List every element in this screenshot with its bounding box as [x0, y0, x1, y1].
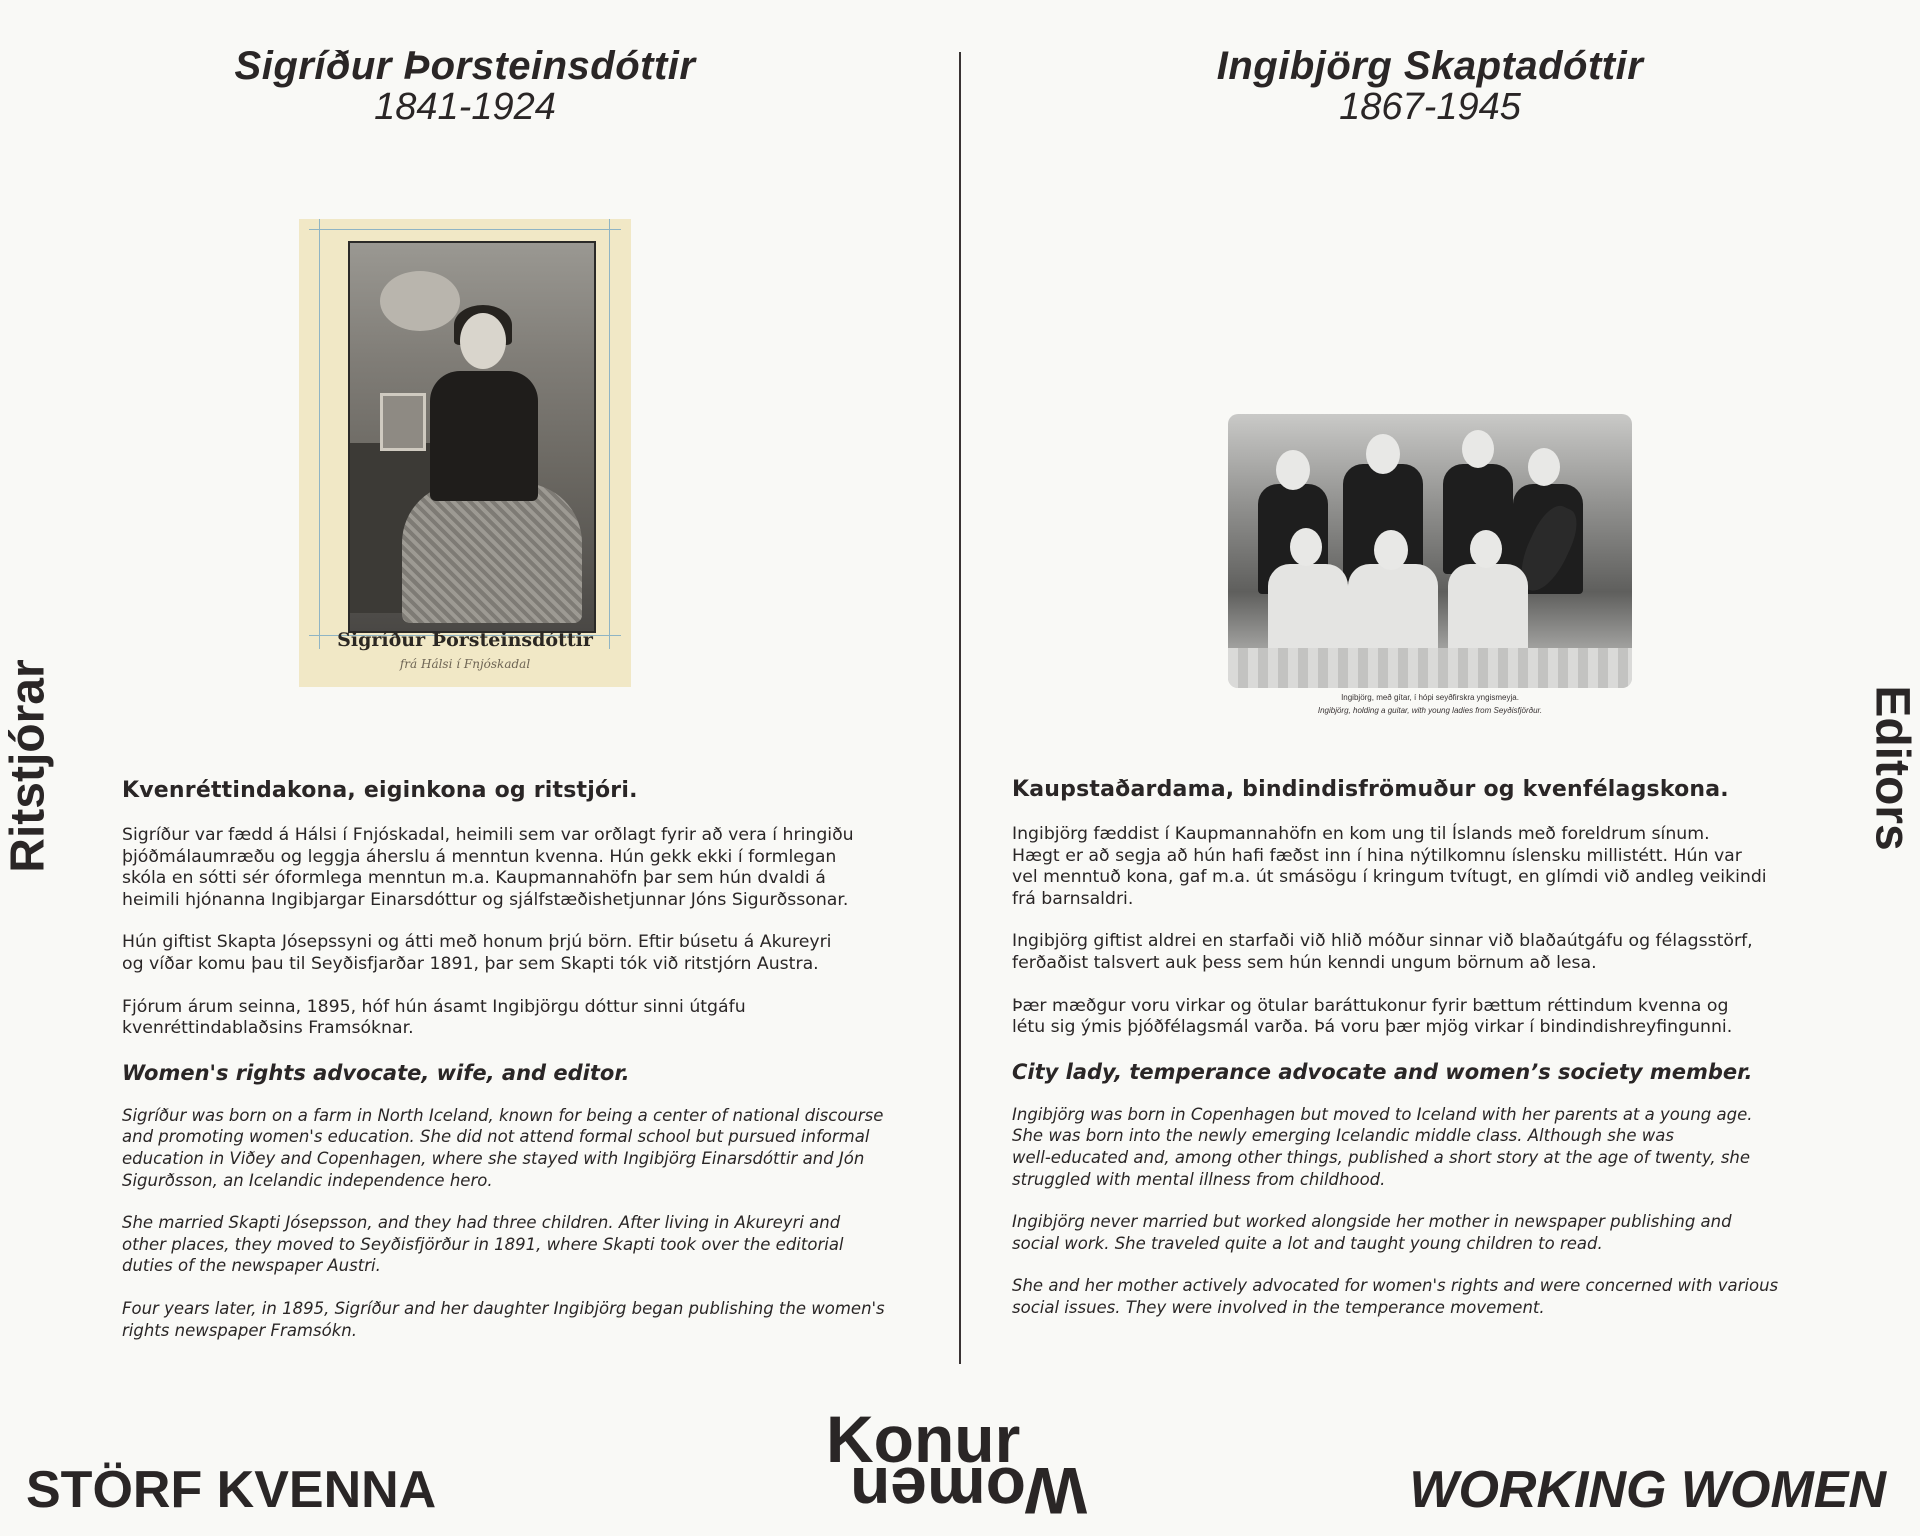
portrait-subcaption: frá Hálsi í Fnjóskadal — [399, 657, 531, 671]
paragraph-icelandic: Þær mæðgur voru virkar og ötular baráttukonur fyrir bættum réttindum kvenna og létu sig ýmis þjóðfélagsmál varða. Þá voru þær mjög virkar í bindindishreyfingunni. — [1012, 995, 1733, 1038]
heading-icelandic: Kaupstaðardama, bindindisfrömuður og kvenfélagskona. — [1012, 777, 1729, 802]
side-label-right-text: Editors — [1865, 685, 1919, 851]
paragraph-english: Four years later, in 1895, Sigríður and her daughter Ingibjörg began publishing the women's rights newspaper Framsókn. — [122, 1298, 885, 1340]
left-text-block — [122, 778, 912, 1362]
heading-english: City lady, temperance advocate and women’s society member. — [1012, 1059, 1753, 1084]
footer-title-icelandic: STÖRF KVENNA — [26, 1461, 437, 1519]
paragraph-icelandic: Sigríður var fædd á Hálsi í Fnjóskadal, heimili sem var orðlagt fyrir að vera í hringiðu þjóðmálaumræðu og leggja áherslu á menntun kvenna. Hún gekk ekki í formlegan skóla en sótti sér óformlega menntun m.a. Kaupmannahöfn þar sem hún dvaldi á heimili hjónanna Ingibjargar Einarsdóttur og sjálfstæðishetjunnar Jóns Sigurðssonar. — [122, 825, 854, 910]
heading-english: Women's rights advocate, wife, and editor. — [122, 1060, 630, 1085]
right-text-block — [1012, 777, 1852, 1340]
portrait-signature: Sigríður Þorsteinsdóttir — [337, 629, 593, 651]
portrait-photo — [299, 219, 631, 687]
paragraph-english: Ingibjörg was born in Copenhagen but moved to Iceland with her parents at a young age. She was born into the newly emerging Icelandic middle class. Although she was well-educated and, among other things, published a short story at the age of twenty, she struggled with mental illness from childhood. — [1012, 1104, 1753, 1189]
group-photo — [1228, 414, 1632, 688]
person-years: 1867-1945 — [1339, 86, 1521, 128]
paragraph-english: She and her mother actively advocated for women's rights and were concerned with various social issues. They were involved in the temperance movement. — [1012, 1276, 1779, 1317]
paragraph-icelandic: Ingibjörg giftist aldrei en starfaði við hlið móður sinnar við blaðaútgáfu og félagsstörf, ferðaðist talsvert auk þess sem hún kenndi ungum börnum að lesa. — [1012, 931, 1753, 973]
side-label-right — [1864, 676, 1920, 860]
paragraph-english: Sigríður was born on a farm in North Iceland, known for being a center of national discourse and promoting women's education. She did not attend formal school but pursued informal education in Viðey and Copenhagen, where she stayed with Ingibjörg Einarsdóttir and Jón Sigurðsson, an Icelandic independence hero. — [122, 1105, 884, 1190]
person-name: Sigríður Þorsteinsdóttir — [234, 44, 696, 88]
side-label-left-text: Ritstjórar — [1, 659, 55, 873]
paragraph-english: She married Skapti Jósepsson, and they had three children. After living in Akureyri and other places, they moved to Seyðisfjörður in 1891, where Skapti took over the editorial duties of the newspaper Austri. — [122, 1213, 844, 1276]
paragraph-icelandic: Hún giftist Skapta Jósepssyni og átti með honum þrjú börn. Eftir búsetu á Akureyri og víðar komu þau til Seyðisfjarðar 1891, þar sem Skapti tók við ritstjórn Austra. — [122, 932, 832, 974]
heading-icelandic: Kvenréttindakona, eiginkona og ritstjóri. — [122, 778, 638, 803]
person-name: Ingibjörg Skaptadóttir — [1216, 44, 1644, 88]
photo-caption-english: Ingibjörg, holding a guitar, with young ladies from Seyðisfjörður. — [1317, 706, 1543, 715]
footer-title-english: WORKING WOMEN — [1409, 1461, 1886, 1519]
paragraph-english: Ingibjörg never married but worked alongside her mother in newspaper publishing and social work. She traveled quite a lot and taught young children to read. — [1012, 1212, 1732, 1253]
paragraph-icelandic: Fjórum árum seinna, 1895, hóf hún ásamt Ingibjörgu dóttur sinni útgáfu kvenréttindablaðsins Framsóknar. — [122, 996, 746, 1039]
paragraph-icelandic: Ingibjörg fæddist í Kaupmannahöfn en kom ung til Íslands með foreldrum sínum. Hægt er að segja að hún hafi fæðst inn í hina nýtilkomnu íslensku millistétt. Hún var vel menntuð kona, gaf m.a. út smásögu í kringum tvítugt, en glímdi við andleg veikindi frá barnsaldri. — [1012, 824, 1767, 909]
side-label-left — [0, 646, 56, 886]
exhibition-logo — [826, 1402, 1096, 1528]
photo-caption-icelandic: Ingibjörg, með gítar, í hópi seyðfirskra yngismeyja. — [1341, 693, 1519, 702]
logo-top-word: Konur — [826, 1402, 1021, 1476]
person-years: 1841-1924 — [374, 86, 556, 128]
logo-bottom-word: Women — [850, 1454, 1088, 1528]
portrait-print — [348, 241, 596, 633]
